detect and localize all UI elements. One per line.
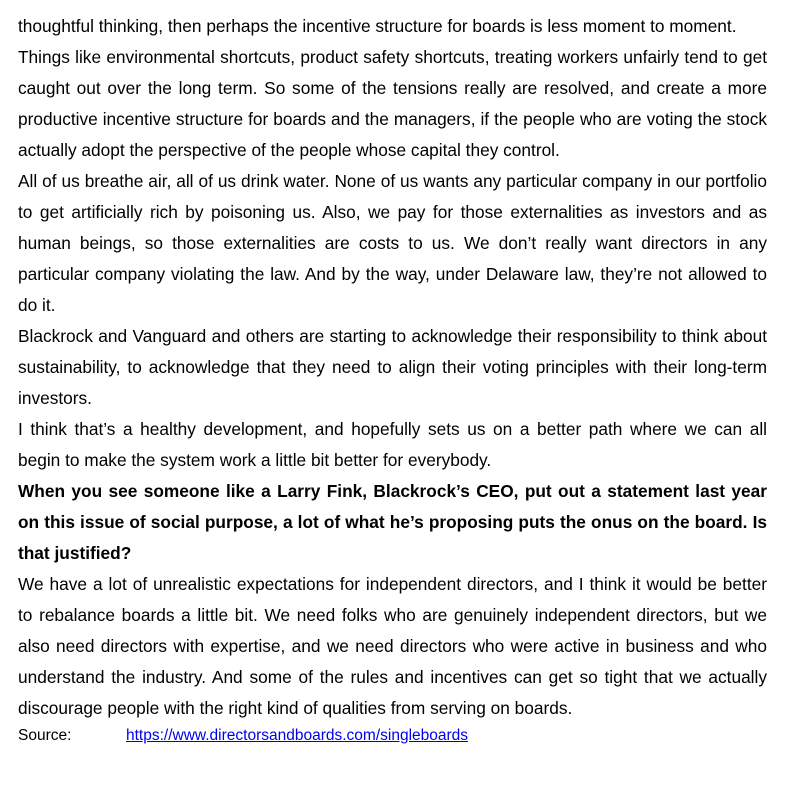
paragraph-blackrock-vanguard: Blackrock and Vanguard and others are starting to acknowledge their responsibility to think about sustainability, to acknowledge that they need to align their voting principles with their long-term investors. (18, 326, 767, 408)
interview-question: When you see someone like a Larry Fink, Blackrock’s CEO, put out a statement last year on this issue of social purpose, a lot of what he’s proposing puts the onus on the board. Is that justified? (18, 481, 767, 563)
paragraph-incentive-structure: thoughtful thinking, then perhaps the incentive structure for boards is less moment to moment. (18, 16, 737, 36)
source-link[interactable]: https://www.directorsandboards.com/singleboards (126, 727, 469, 744)
interview-answer: We have a lot of unrealistic expectations for independent directors, and I think it would be better to rebalance boards a little bit. We need folks who are genuinely independent directors, but we also need directors with expertise, and we need directors who were active in business and who understand the industry. And some of the rules and incentives can get so tight that we actually discourage people with the right kind of qualities from serving on boards. (18, 574, 767, 718)
source-label: Source: (18, 727, 72, 744)
paragraph-healthy-development: I think that’s a healthy development, and hopefully sets us on a better path where we can all begin to make the system work a little bit better for everybody. (18, 419, 767, 470)
paragraph-shortcuts: Things like environmental shortcuts, product safety shortcuts, treating workers unfairly tend to get caught out over the long term. So some of the tensions really are resolved, and create a more productive incentive structure for boards and the managers, if the people who are voting the stock actually adopt the perspective of the people whose capital they control. (18, 47, 767, 160)
paragraph-externalities: All of us breathe air, all of us drink water. None of us wants any particular company in our portfolio to get artificially rich by poisoning us. Also, we pay for those externalities as investors and as human beings, so those externalities are costs to us. We don’t really want directors in any particular company violating the law. And by the way, under Delaware law, they’re not allowed to do it. (18, 171, 767, 315)
document-page (18, 11, 767, 748)
source-line (18, 724, 767, 748)
